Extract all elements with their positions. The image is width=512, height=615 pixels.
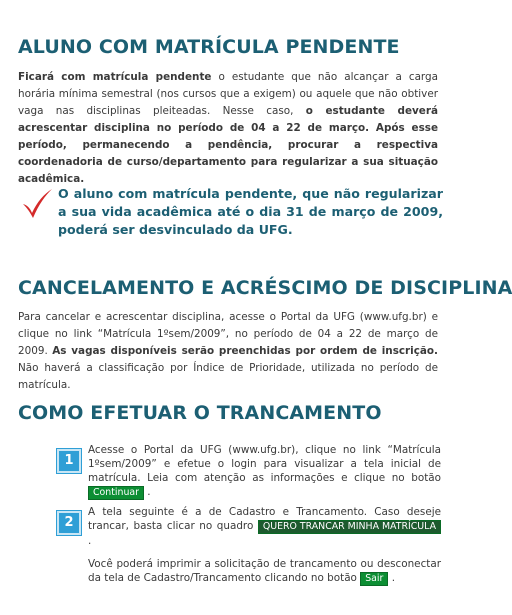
step-text: A tela seguinte é a de Cadastro e Trancamento. Caso deseje trancar, basta clicar no quadro: [88, 506, 441, 532]
bold-text: o estudante deverá acrescentar disciplina no período de 04 a 22 de março. Após esse período, permanecendo a pendência, procurar a respectiva coordenadoria de curso/departamento para regularizar a sua situação acadêmica.: [18, 105, 438, 185]
quero-trancar-button[interactable]: QUERO TRANCAR MINHA MATRÍCULA: [258, 520, 441, 534]
body-text: Não haverá a classificação por Índice de Prioridade, utilizada no período de matrícula.: [18, 362, 438, 391]
step-1-text: [88, 443, 441, 500]
bold-text: Ficará com matrícula pendente: [18, 71, 212, 83]
step-number-badge: 1: [57, 449, 81, 473]
step-text: .: [144, 486, 151, 498]
body-text: Para cancelar e acrescentar disciplina, acesse o Portal da UFG (www.ufg.br) e clique no link “Matrícula 1ºsem/2009”, no período de 04 a 22 de março de 2009.: [18, 311, 438, 357]
step-text: Acesse o Portal da UFG (www.ufg.br), clique no link “Matrícula 1ºsem/2009” e efetue o login para visualizar a tela inicial de matrícula. Leia com atenção as informações e clique no botão: [88, 444, 441, 484]
section-heading-matricula-pendente: ALUNO COM MATRÍCULA PENDENTE: [18, 36, 400, 58]
step-2-text: [88, 505, 441, 548]
section-heading-trancamento: COMO EFETUAR O TRANCAMENTO: [18, 402, 382, 424]
step-text: .: [88, 535, 92, 547]
continuar-button[interactable]: Continuar: [88, 486, 144, 500]
step-text: .: [388, 572, 395, 584]
checkmark-icon: [20, 186, 54, 220]
warning-note: O aluno com matrícula pendente, que não regularizar a sua vida acadêmica até o dia 31 de março de 2009, poderá ser desvinculado da UFG.: [58, 186, 443, 237]
final-instruction: [88, 557, 441, 586]
paragraph-matricula-pendente: [18, 69, 438, 188]
step-number-badge: 2: [57, 511, 81, 535]
body-text: o estudante que não alcançar a carga horária mínima semestral (nos cursos que a exigem) ou aquele que não obtiver vaga nas disciplinas pleiteadas. Nesse caso,: [18, 71, 438, 117]
section-heading-cancelamento: CANCELAMENTO E ACRÉSCIMO DE DISCIPLINA: [18, 277, 512, 299]
sair-button[interactable]: Sair: [360, 572, 388, 586]
step-text: Você poderá imprimir a solicitação de trancamento ou desconectar da tela de Cadastro/Trancamento clicando no botão: [88, 558, 441, 584]
paragraph-cancelamento: [18, 309, 438, 394]
bold-text: As vagas disponíveis serão preenchidas por ordem de inscrição.: [52, 345, 438, 357]
